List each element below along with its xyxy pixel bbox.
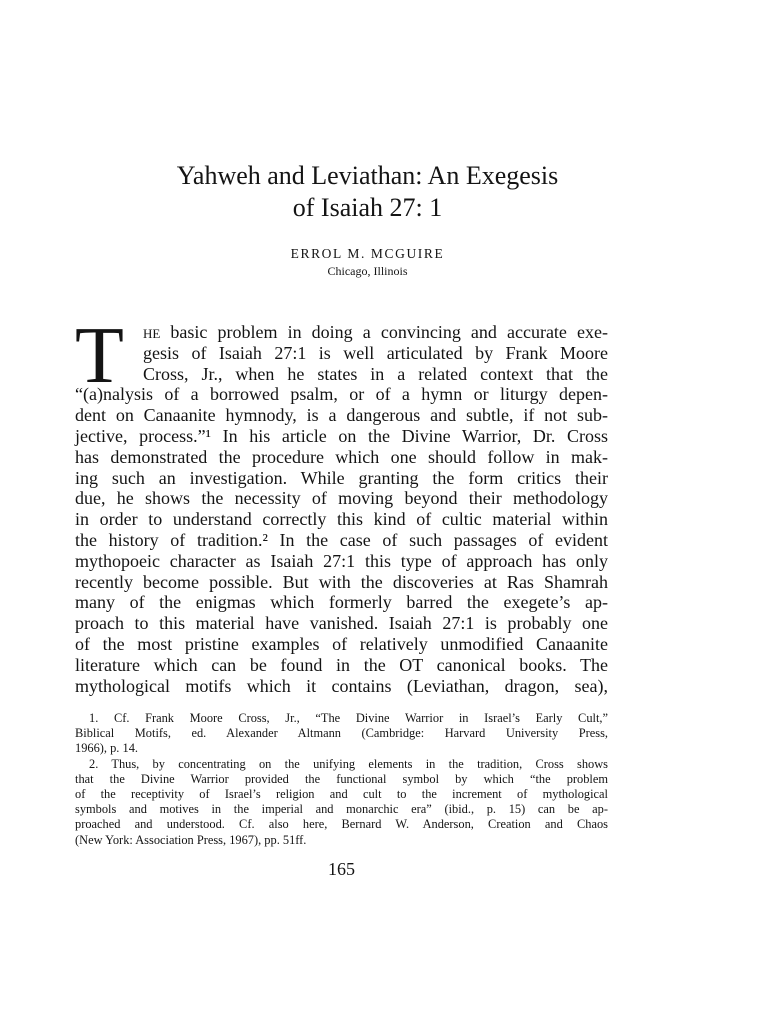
page-number: 165 — [328, 859, 355, 879]
body-line-text: basic problem in doing a convincing and accurate exe- — [160, 322, 608, 342]
body-text — [75, 312, 608, 696]
author-name: ERROL M. MCGUIRE — [290, 246, 445, 261]
footnote-line: proached and understood. Cf. also here, Bernard W. Anderson, Creation and Chaos — [75, 817, 608, 832]
body-line: recently become possible. But with the discoveries at Ras Shamrah — [75, 571, 608, 592]
body-line — [75, 322, 608, 343]
body-line: mythological motifs which it contains (Leviathan, dragon, sea), — [75, 675, 608, 696]
footnote-line: 1. Cf. Frank Moore Cross, Jr., “The Divine Warrior in Israel’s Early Cult,” — [89, 711, 608, 725]
body-line: of the most pristine examples of relatively unmodified Canaanite — [75, 633, 608, 654]
body-line: mythopoeic character as Isaiah 27:1 this type of approach has only — [75, 550, 608, 571]
title-line-1: Yahweh and Leviathan: An Exegesis — [176, 161, 559, 190]
body-line: literature which can be found in the OT canonical books. The — [75, 654, 608, 675]
article-title — [0, 160, 735, 224]
body-line: ing such an investigation. While granting the form critics their — [75, 467, 608, 488]
footnote-line: Biblical Motifs, ed. Alexander Altmann (Cambridge: Harvard University Press, — [75, 726, 608, 741]
body-line: Cross, Jr., when he states in a related context that the — [143, 363, 608, 384]
body-line: “(a)nalysis of a borrowed psalm, or of a hymn or liturgy depen- — [75, 384, 608, 405]
footnote-line: 2. Thus, by concentrating on the unifying elements in the tradition, Cross shows — [89, 756, 608, 771]
drop-cap: T — [75, 312, 124, 400]
body-line: the history of tradition.² In the case of such passages of evident — [75, 529, 608, 550]
title-line-2: of Isaiah 27: 1 — [292, 193, 443, 222]
footnotes — [75, 711, 608, 848]
small-caps-lead: he — [143, 322, 161, 342]
author-affiliation: Chicago, Illinois — [327, 264, 408, 278]
body-line: due, he shows the necessity of moving beyond their methodology — [75, 488, 608, 509]
body-line: dent on Canaanite hymnody, is a dangerous and subtle, if not sub- — [75, 405, 608, 426]
footnote-line: that the Divine Warrior provided the functional symbol by which “the problem — [75, 771, 608, 786]
body-line: proach to this material have vanished. Isaiah 27:1 is probably one — [75, 613, 608, 634]
body-line: many of the enigmas which formerly barred the exegete’s ap- — [75, 592, 608, 613]
footnote-line: 1966), p. 14. — [75, 741, 138, 756]
footnote-line: of the receptivity of Israel’s religion and cult to the increment of mythological — [75, 786, 608, 801]
footnote-line: (New York: Association Press, 1967), pp. 51ff. — [75, 832, 307, 847]
body-line: in order to understand correctly this kind of cultic material within — [75, 509, 608, 530]
footnote-line: symbols and motives in the imperial and monarchic era” (ibid., p. 15) can be ap- — [75, 802, 608, 817]
body-line: jective, process.”¹ In his article on the Divine Warrior, Dr. Cross — [75, 425, 608, 446]
body-line: gesis of Isaiah 27:1 is well articulated by Frank Moore — [143, 342, 608, 363]
body-line: has demonstrated the procedure which one should follow in mak- — [75, 446, 608, 467]
